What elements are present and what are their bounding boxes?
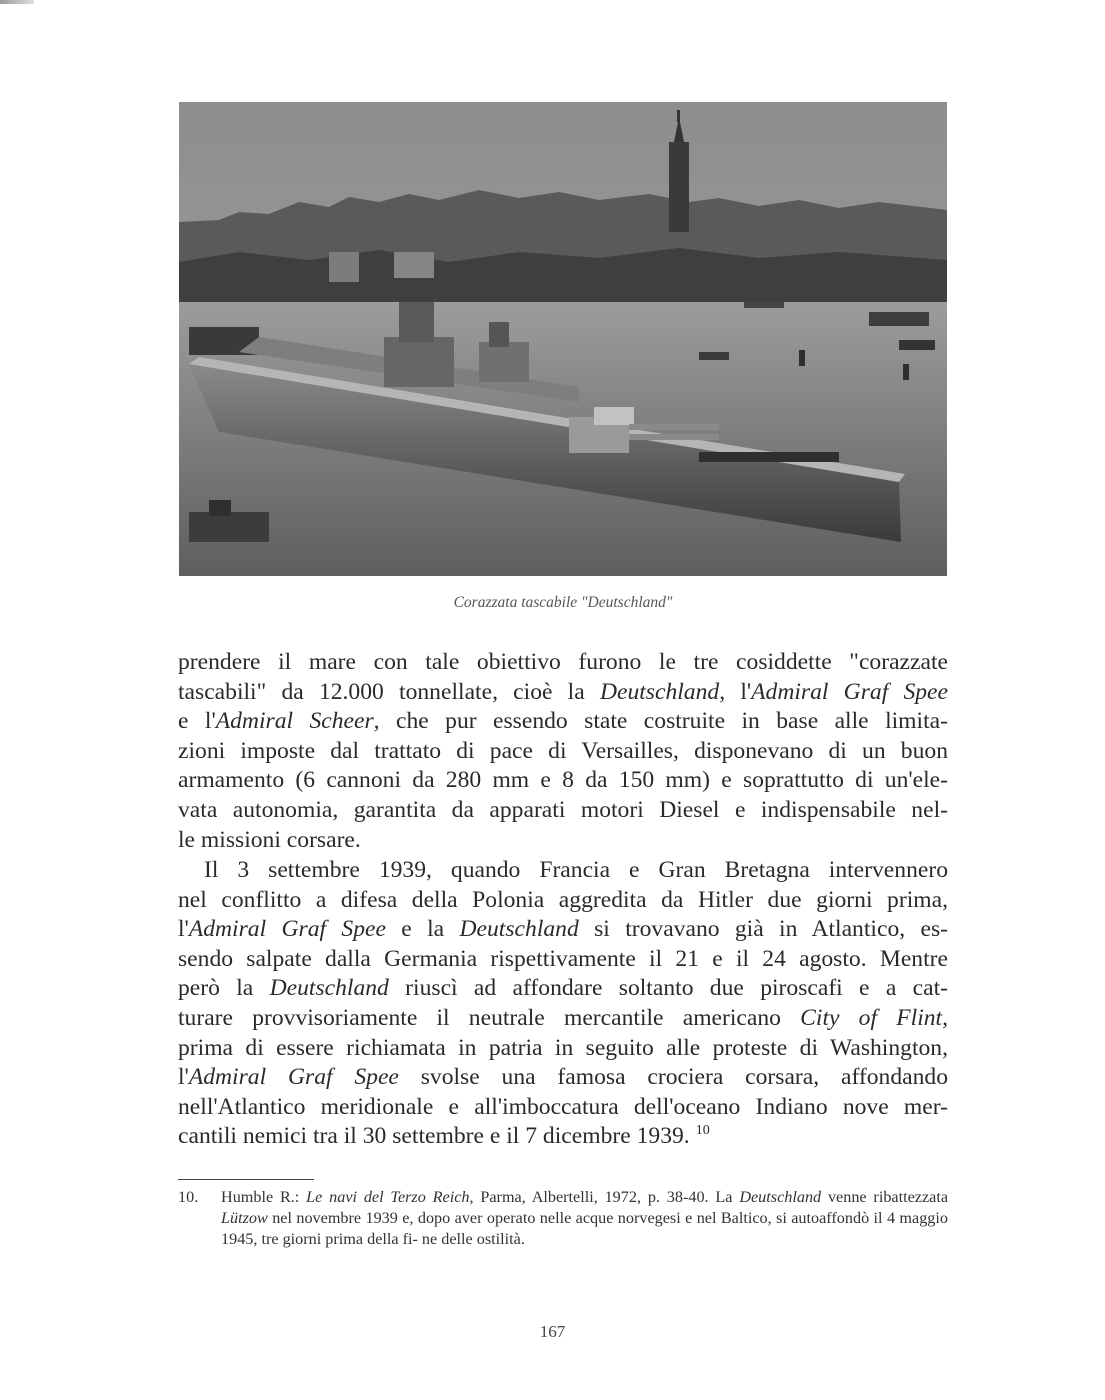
text-line: le missioni corsare.	[178, 826, 361, 853]
footnote-divider	[178, 1179, 314, 1180]
text-line: zioni imposte dal trattato di pace di Versailles, disponevano di un buon	[178, 737, 948, 764]
footnote	[178, 1187, 948, 1250]
text-line: nell'Atlantico meridionale e all'imboccatura dell'oceano Indiano nove mer-	[178, 1093, 948, 1120]
ship-photo	[179, 102, 947, 576]
paragraph-2	[178, 856, 948, 1152]
text-line: nel conflitto a difesa della Polonia aggredita da Hitler due giorni prima,	[178, 886, 948, 913]
text-line: Il 3 settembre 1939, quando Francia e Gran Bretagna intervennero	[204, 857, 948, 883]
text-line: l'Admiral Graf Spee svolse una famosa crociera corsara, affondando	[178, 1064, 948, 1091]
text-line: però la Deutschland riuscì ad affondare soltanto due piroscafi e a cat-	[178, 975, 948, 1002]
text-line: sendo salpate dalla Germania rispettivamente il 21 e il 24 agosto. Mentre	[178, 945, 948, 972]
text-line: vata autonomia, garantita da apparati motori Diesel e indispensabile nel-	[178, 796, 948, 823]
text-line: prima di essere richiamata in patria in seguito alle proteste di Washington,	[178, 1034, 948, 1061]
text-line: cantili nemici tra il 30 settembre e il 7 dicembre 1939. $^{10}$	[178, 1123, 710, 1150]
text-line: l'Admiral Graf Spee e la Deutschland si trovavano già in Atlantico, es-	[178, 916, 948, 943]
text-line: tascabili" da 12.000 tonnellate, cioè la Deutschland, l'Admiral Graf Spee	[178, 678, 948, 705]
footnote-reference: 10	[695, 1123, 710, 1139]
text-line: prendere il mare con tale obiettivo furono le tre cosiddette "corazzate	[178, 649, 948, 675]
paragraph-1	[178, 648, 948, 855]
photo-caption: Corazzata tascabile "Deutschland"	[453, 594, 673, 611]
text-line: turare provvisoriamente il neutrale mercantile americano City of Flint,	[178, 1004, 948, 1031]
page-number: 167	[539, 1322, 566, 1341]
text-line: e l'Admiral Scheer, che pur essendo state costruite in base alle limita-	[178, 708, 948, 735]
text-line: armamento (6 cannoni da 280 mm e 8 da 150 mm) e soprattutto di un'ele-	[178, 767, 948, 794]
footnote-number: 10.	[178, 1188, 199, 1206]
photo-icon	[179, 102, 947, 576]
scan-edge-mark	[0, 0, 34, 4]
footnote-text: Humble R.: Le navi del Terzo Reich, Parma, Albertelli, 1972, p. 38-40. La Deutschland venne ribattezzata Lützow nel novembre 1939 e, dopo aver operato nelle acque norvegesi e nel Baltico, si autoaffondò il 4 maggio 1945, tre giorni prima della fi- ne delle ostilità.	[221, 1188, 949, 1248]
